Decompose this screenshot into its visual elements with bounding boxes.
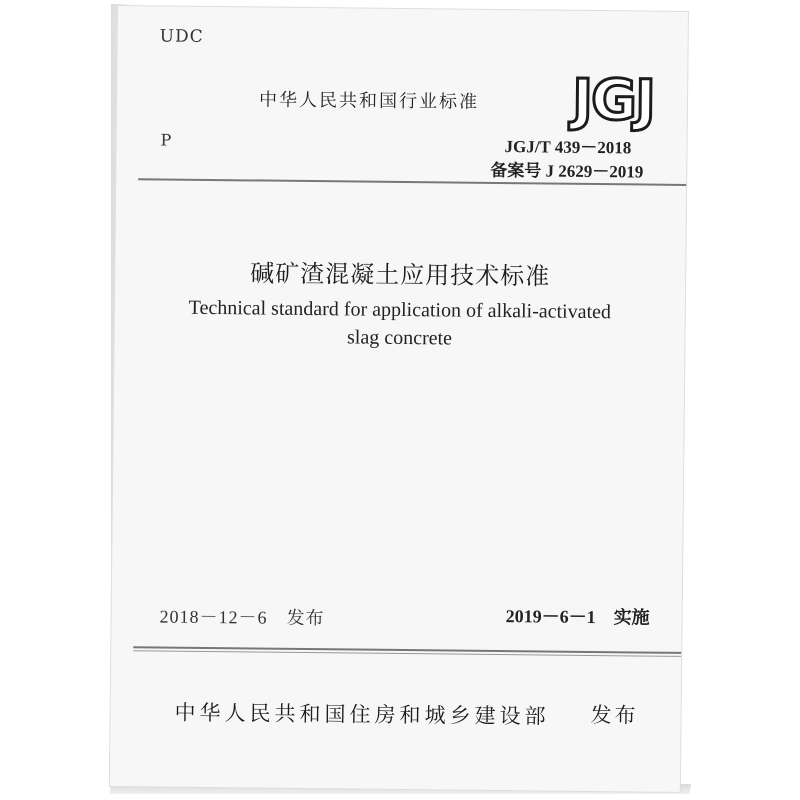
udc-label: UDC [159,26,204,47]
jgj-logo-text: JGJ [571,67,655,134]
series-title: 中华人民共和国行业标准 [258,89,480,113]
publisher: 中华人民共和国住房和城乡建设部 [174,700,550,729]
title-english-line1: Technical standard for application of alkali-activated [188,296,612,324]
effective-date: 2019－6－1 实施 [505,606,650,628]
jgj-logo [561,63,666,134]
standard-number: JGJ/T 439－2018 [504,137,632,158]
class-label: P [160,130,172,150]
record-number: 备案号 J 2629－2019 [490,160,644,182]
issue-date: 2018－12－6 发布 [159,606,325,629]
publish-label: 发布 [590,702,639,728]
title-chinese: 碱矿渣混凝土应用技术标准 [250,259,551,291]
cover-page [110,6,688,792]
title-english-line2: slag concrete [346,326,453,350]
